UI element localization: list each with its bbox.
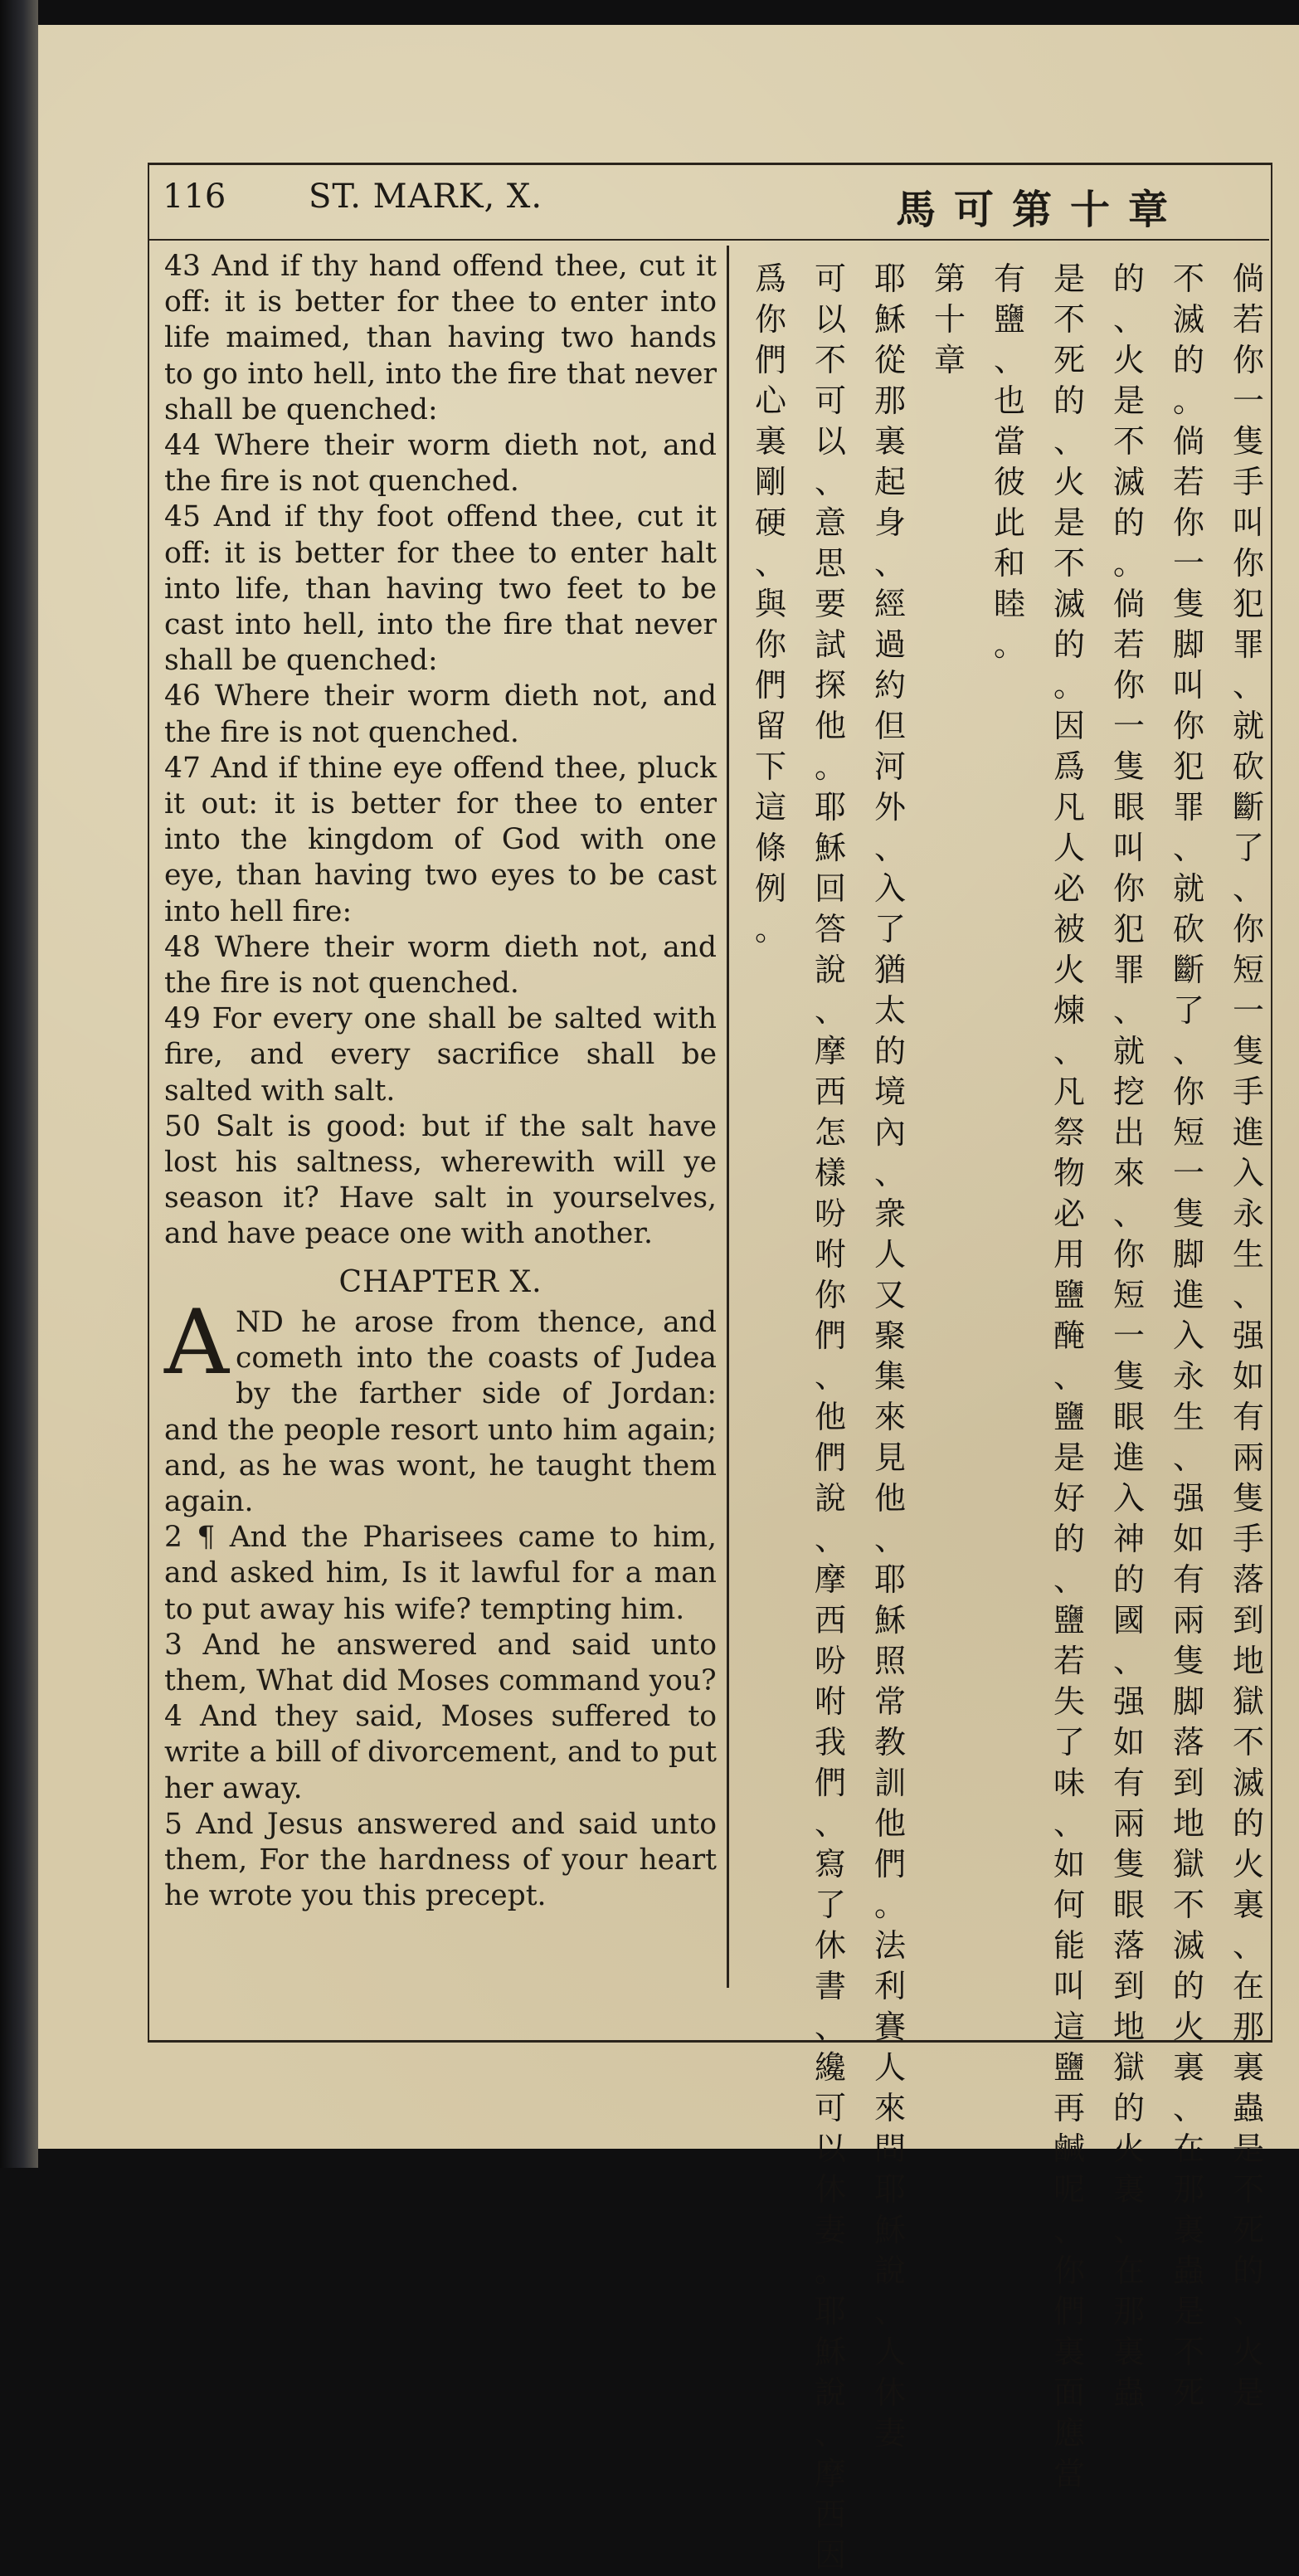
verse-5: 5 And Jesus answered and said unto them, For the hardness of your heart he wrote you this precept. xyxy=(164,1807,717,1913)
chinese-column-7: 耶穌從那裏起身、經過約但河外、入了猶太的境內、衆人又聚集來見他、耶穌照常教訓他們。法利賽人來問耶穌說、人休妻 xyxy=(873,261,906,2452)
chinese-column-9: 爲你們心裏剛硬、與你們留下這條例。 xyxy=(754,261,786,947)
chinese-column-4: 是不死的、火是不滅的。因爲凡人必被火煉、凡祭物必用鹽醃、鹽是好的、鹽若失了味、如何能叫這鹽再鹹呢、你們裏面應當 xyxy=(1053,261,1085,2492)
chinese-column-2: 不滅的。倘若你一隻脚叫你犯罪、就砍斷了、你短一隻脚進入永生、强如有兩隻脚落到地獄不滅的火裏、在那裏蟲是不死 xyxy=(1172,261,1204,2411)
page-number: 116 xyxy=(163,178,226,216)
verse-3: 3 And he answered and said unto them, What did Moses command you? xyxy=(164,1628,717,1697)
drop-cap: A xyxy=(164,1290,229,1395)
verse-48: 48 Where their worm dieth not, and the fire is not quenched. xyxy=(164,930,717,1001)
chinese-chapter-heading: 第十章 xyxy=(933,261,966,378)
verse-1 xyxy=(164,1290,717,1520)
book-binding xyxy=(0,0,38,2168)
chinese-column-5: 有鹽、也當彼此和睦。 xyxy=(993,261,1025,663)
verse-47: 47 And if thine eye offend thee, pluck it out: it is better for thee to enter into the kingdom of God with one eye, than having two eyes to be cast into hell fire: xyxy=(164,751,717,928)
running-title-chinese: 馬可第十章 xyxy=(896,187,1187,233)
verse-4: 4 And they said, Moses suffered to write a bill of divorcement, and to put her away. xyxy=(164,1700,717,1805)
column-divider xyxy=(727,246,729,1988)
verse-45: 45 And if thy foot offend thee, cut it off: it is better for thee to enter halt into life, than having two feet to be cast into hell, into the fire that never shall be quenched: xyxy=(164,500,717,678)
english-column xyxy=(164,249,717,1914)
chinese-column-8: 可以不可以、意思要試探他。耶穌回答說、摩西怎樣吩咐你們、他們說、摩西吩咐我們、寫了休書、纔可以休妻。耶穌說、摩西因 xyxy=(814,261,846,2574)
verse-44: 44 Where their worm dieth not, and the fire is not quenched. xyxy=(164,429,717,499)
chinese-column-1: 倘若你一隻手叫你犯罪、就砍斷了、你短一隻手進入永生、强如有兩隻手落到地獄不滅的火裏、在那裏蟲是不死的、火是 xyxy=(1232,261,1264,2411)
header-rule xyxy=(148,239,1269,241)
verse-1-text: ND he arose from thence, and cometh into the coasts of Judea by the farther side of Jordan: and the people resort unto him again; and, as he was wont, he taught them again. xyxy=(164,1305,717,1518)
verse-2: 2 ¶ And the Pharisees came to him, and asked him, Is it lawful for a man to put away his wife? tempting him. xyxy=(164,1521,717,1626)
chinese-column-3: 的、火是不滅的。倘若你一隻眼叫你犯罪、就挖出來、你短一隻眼進入神的國、强如有兩隻眼落到地獄的火裏、在那裏蟲 xyxy=(1112,261,1145,2411)
verse-46: 46 Where their worm dieth not, and the fire is not quenched. xyxy=(164,679,717,749)
running-title-english: ST. MARK, X. xyxy=(309,178,543,216)
verse-50: 50 Salt is good: but if the salt have lost his saltness, wherewith will ye season it? Have salt in yourselves, and have peace one with another. xyxy=(164,1109,717,1251)
verse-49: 49 For every one shall be salted with fire, and every sacrifice shall be salted with salt. xyxy=(164,1002,717,1108)
verse-43: 43 And if thy hand offend thee, cut it off: it is better for thee to enter into life maimed, than having two hands to go into hell, into the fire that never shall be quenched: xyxy=(164,250,717,426)
chapter-heading: CHAPTER X. xyxy=(338,1264,542,1299)
